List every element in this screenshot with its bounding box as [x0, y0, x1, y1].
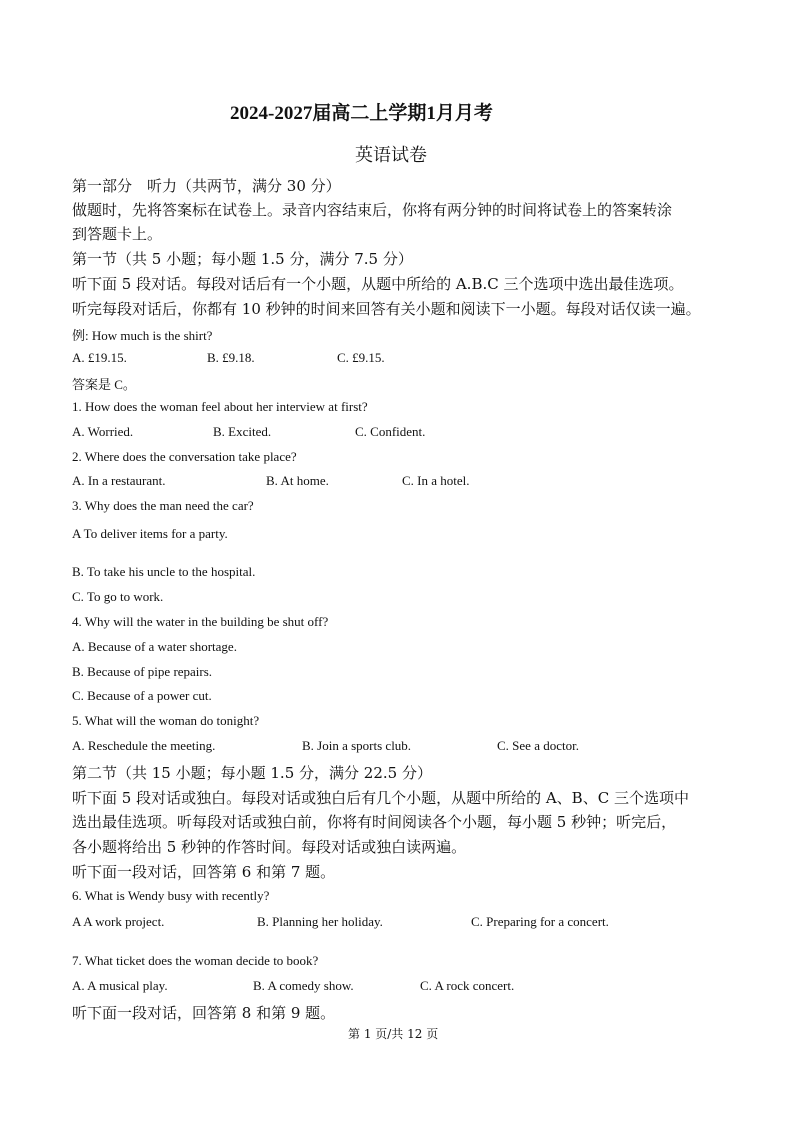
question-2: 2. Where does the conversation take place? — [72, 449, 297, 464]
example-question: 例: How much is the shirt? — [72, 328, 213, 343]
part1-intro-line1: 做题时，先将答案标在试卷上。录音内容结束后，你将有两分钟的时间将试卷上的答案转涂 — [72, 201, 673, 219]
exam-subtitle: 英语试卷 — [355, 145, 427, 166]
q4-option-b: B. Because of pipe repairs. — [72, 664, 213, 679]
dialog-prompt-6-7: 听下面一段对话，回答第 6 和第 7 题。 — [72, 863, 336, 881]
q2-option-b: B. At home. — [266, 473, 329, 488]
example-option-a: A. £19.15. — [72, 350, 127, 365]
section2-instruction-1: 听下面 5 段对话或独白。每段对话或独白后有几个小题，从题中所给的 A、B、C 三个选项中 — [72, 789, 689, 807]
q6-option-b: B. Planning her holiday. — [257, 914, 383, 929]
q4-option-c: C. Because of a power cut. — [72, 688, 212, 703]
section1-instruction-1: 听下面 5 段对话。每段对话后有一个小题，从题中所给的 A.B.C 三个选项中选出最佳选项。 — [72, 275, 684, 293]
dialog-prompt-8-9: 听下面一段对话，回答第 8 和第 9 题。 — [72, 1004, 336, 1022]
question-4: 4. Why will the water in the building be shut off? — [72, 614, 329, 629]
page-number-footer: 第 1 页/共 12 页 — [348, 1027, 439, 1041]
q5-option-b: B. Join a sports club. — [302, 738, 412, 753]
question-5: 5. What will the woman do tonight? — [72, 713, 260, 728]
part1-heading: 第一部分 听力（共两节，满分 30 分） — [72, 177, 341, 195]
q7-option-c: C. A rock concert. — [420, 978, 515, 993]
q6-option-a: A A work project. — [72, 914, 165, 929]
q2-option-c: C. In a hotel. — [402, 473, 470, 488]
q7-option-a: A. A musical play. — [72, 978, 168, 993]
q5-option-a: A. Reschedule the meeting. — [72, 738, 216, 753]
q2-option-a: A. In a restaurant. — [72, 473, 166, 488]
q3-option-c: C. To go to work. — [72, 589, 164, 604]
part1-intro-line2: 到答题卡上。 — [72, 225, 163, 243]
question-1: 1. How does the woman feel about her interview at first? — [72, 399, 368, 414]
section2-instruction-2: 选出最佳选项。听每段对话或独白前，你将有时间阅读各个小题，每小题 5 秒钟；听完后， — [72, 813, 677, 831]
example-answer: 答案是 C。 — [72, 377, 136, 392]
section2-heading: 第二节（共 15 小题；每小题 1.5 分，满分 22.5 分） — [72, 764, 432, 782]
q1-option-a: A. Worried. — [72, 424, 134, 439]
q5-option-c: C. See a doctor. — [497, 738, 579, 753]
section1-instruction-2: 听完每段对话后，你都有 10 秒钟的时间来回答有关小题和阅读下一小题。每段对话仅读一遍。 — [72, 300, 701, 318]
q4-option-a: A. Because of a water shortage. — [72, 639, 237, 654]
question-7: 7. What ticket does the woman decide to book? — [72, 953, 319, 968]
q1-option-b: B. Excited. — [213, 424, 272, 439]
q3-option-b: B. To take his uncle to the hospital. — [72, 564, 256, 579]
section2-instruction-3: 各小题将给出 5 秒钟的作答时间。每段对话或独白读两遍。 — [72, 838, 467, 856]
section1-heading: 第一节（共 5 小题；每小题 1.5 分，满分 7.5 分） — [72, 250, 413, 268]
q7-option-b: B. A comedy show. — [253, 978, 354, 993]
q3-option-a: A To deliver items for a party. — [72, 526, 228, 541]
example-option-b: B. £9.18. — [207, 350, 255, 365]
question-3: 3. Why does the man need the car? — [72, 498, 254, 513]
example-option-c: C. £9.15. — [337, 350, 385, 365]
q1-option-c: C. Confident. — [355, 424, 426, 439]
question-6: 6. What is Wendy busy with recently? — [72, 888, 270, 903]
q6-option-c: C. Preparing for a concert. — [471, 914, 609, 929]
exam-title: 2024-2027届高二上学期1月月考 — [230, 103, 493, 124]
